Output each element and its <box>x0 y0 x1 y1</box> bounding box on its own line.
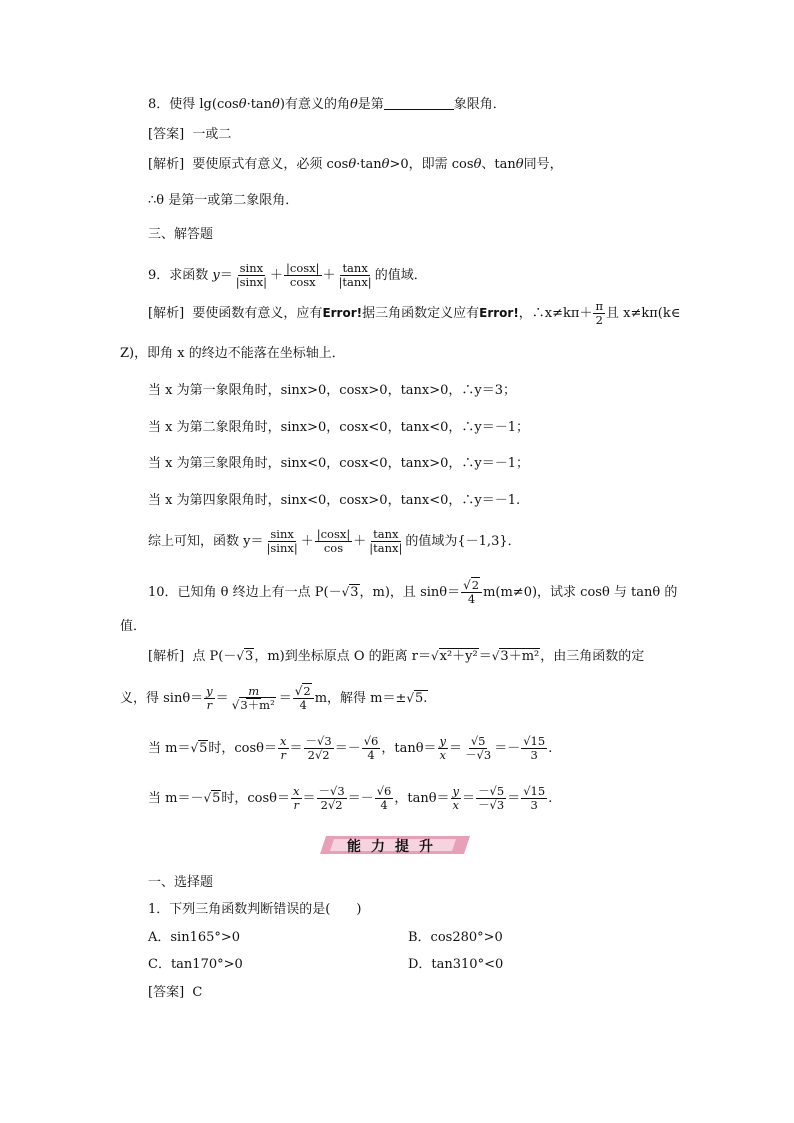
fraction: $\frac{y}{r}$ <box>206 684 213 712</box>
q10-definition: 义，得 sinθ＝ $\frac{y}{r}$ ＝ $\frac{m}{\text{√3＋m²}}$ ＝ $\frac{√2}{4}$ m，解得 m＝±√5. <box>120 684 428 712</box>
fraction: $\frac{|\cos x|}{\cos}$ <box>316 527 351 555</box>
option-d: D．tan310°<0 <box>408 957 504 972</box>
q9-case: 当 x 为第二象限角时，sinx>0，cosx<0，tanx<0，∴y＝－1； <box>148 420 530 435</box>
fraction: $\frac{|\cos x|}{\cos x}$ <box>286 261 320 289</box>
q9-case: 当 x 为第一象限角时，sinx>0，cosx>0，tanx>0，∴y＝3； <box>148 383 517 398</box>
q10-stem: 10．已知角 θ 终边上有一点 P(－√3，m)，且 sinθ＝ $\frac{√2}{4}$ m(m≠0)，试求 cosθ 与 tanθ 的 <box>148 578 678 606</box>
fraction: $\frac{√5}{-√3}$ <box>465 734 492 762</box>
section-title: 三、解答题 <box>148 227 214 242</box>
q1-answer: [答案] C <box>148 985 203 1000</box>
fraction: $\frac{y}{x}$ <box>452 784 460 812</box>
q9-analysis: [解析] 要使函数有意义，应有Error!据三角函数定义应有Error!，∴x≠kπ＋ $\frac{\pi}{2}$ 且 x≠kπ(k∈ <box>148 299 681 327</box>
fraction: $\frac{\pi}{2}$ <box>595 299 604 327</box>
answer-blank <box>384 96 454 110</box>
fraction: $\frac{x}{r}$ <box>280 734 287 762</box>
q8-conclusion: ∴θ 是第一或第二象限角． <box>148 193 299 208</box>
q1-stem: 1．下列三角函数判断错误的是( ) <box>148 902 362 917</box>
q9-stem: 9．求函数 y＝ $\frac{\sin x}{|\sin x|}$ ＋ $\frac{|\cos x|}{\cos x}$ ＋ $\frac{\tan x}{|\tan x|}$ 的值域． <box>148 261 427 289</box>
q10-stem-cont: 值． <box>120 619 147 634</box>
option-a: A．sin165°>0 <box>148 930 241 945</box>
fraction: $\frac{√6}{4}$ <box>376 784 392 812</box>
q10-case2: 当 m＝－√5时，cosθ＝ $\frac{x}{r}$ ＝ $\frac{-√3}{2√2}$ ＝－ $\frac{√6}{4}$ ，tanθ＝ $\frac{y}{x}$ ＝ $\frac{-√5}{-√3}$ ＝ $\frac{√15}{3}$ . <box>148 784 553 812</box>
q8-analysis: [解析] 要使原式有意义，必须 cosθ·tanθ>0，即需 cosθ、tanθ同号， <box>148 157 563 172</box>
q9-case: 当 x 为第四象限角时，sinx<0，cosx>0，tanx<0，∴y＝－1. <box>148 493 521 508</box>
fraction: $\frac{\sin x}{|\sin x|}$ <box>266 527 298 555</box>
option-b: B．cos280°>0 <box>408 930 503 945</box>
fraction: $\frac{-√5}{-√3}$ <box>478 784 505 812</box>
section-title: 一、选择题 <box>148 875 214 890</box>
banner-label: 能力提升 <box>347 839 443 855</box>
q8-answer: [答案] 一或二 <box>148 127 232 142</box>
q10-case1: 当 m＝√5时，cosθ＝ $\frac{x}{r}$ ＝ $\frac{-√3}{2√2}$ ＝－ $\frac{√6}{4}$ ，tanθ＝ $\frac{y}{x}$ ＝ $\frac{√5}{-√3}$ ＝－ $\frac{√15}{3}$ . <box>148 734 553 762</box>
q9-case: 当 x 为第三象限角时，sinx<0，cosx<0，tanx>0，∴y＝－1； <box>148 456 530 471</box>
fraction: $\frac{√15}{3}$ <box>523 734 546 762</box>
section-banner <box>320 834 470 856</box>
fraction: $\frac{-√3}{2√2}$ <box>305 734 332 762</box>
fraction: $\frac{\sin x}{|\sin x|}$ <box>235 261 268 289</box>
fraction: $\frac{√2}{4}$ <box>461 579 482 606</box>
fraction: $\frac{m}{\text{√3＋m²}}$ <box>231 684 275 712</box>
fraction: $\frac{x}{r}$ <box>293 784 300 812</box>
q9-summary: 综上可知，函数 y＝ $\frac{\sin x}{|\sin x|}$ ＋ $\frac{|\cos x|}{\cos}$ ＋ $\frac{\tan x}{|\tan x|}$ 的值域为{－1,3}． <box>148 527 521 555</box>
q8-stem: 8．使得 lg(cosθ·tanθ)有意义的角θ是第 象限角． <box>148 97 506 112</box>
fraction: $\frac{√15}{3}$ <box>523 784 546 812</box>
fraction: $\frac{-√3}{2√2}$ <box>318 784 345 812</box>
q10-analysis: [解析] 点 P(－√3，m)到坐标原点 O 的距离 r＝√x²＋y²＝√3＋m²，由三角函数的定 <box>148 649 645 664</box>
q9-analysis-cont: Z)，即角 x 的终边不能落在坐标轴上． <box>120 346 345 361</box>
fraction: $\frac{√2}{4}$ <box>293 685 314 712</box>
fraction: $\frac{y}{x}$ <box>439 734 447 762</box>
option-c: C．tan170°>0 <box>148 957 243 972</box>
fraction: $\frac{\tan x}{|\tan x|}$ <box>369 527 403 555</box>
fraction: $\frac{√6}{4}$ <box>363 734 379 762</box>
fraction: $\frac{\tan x}{|\tan x|}$ <box>338 261 372 289</box>
